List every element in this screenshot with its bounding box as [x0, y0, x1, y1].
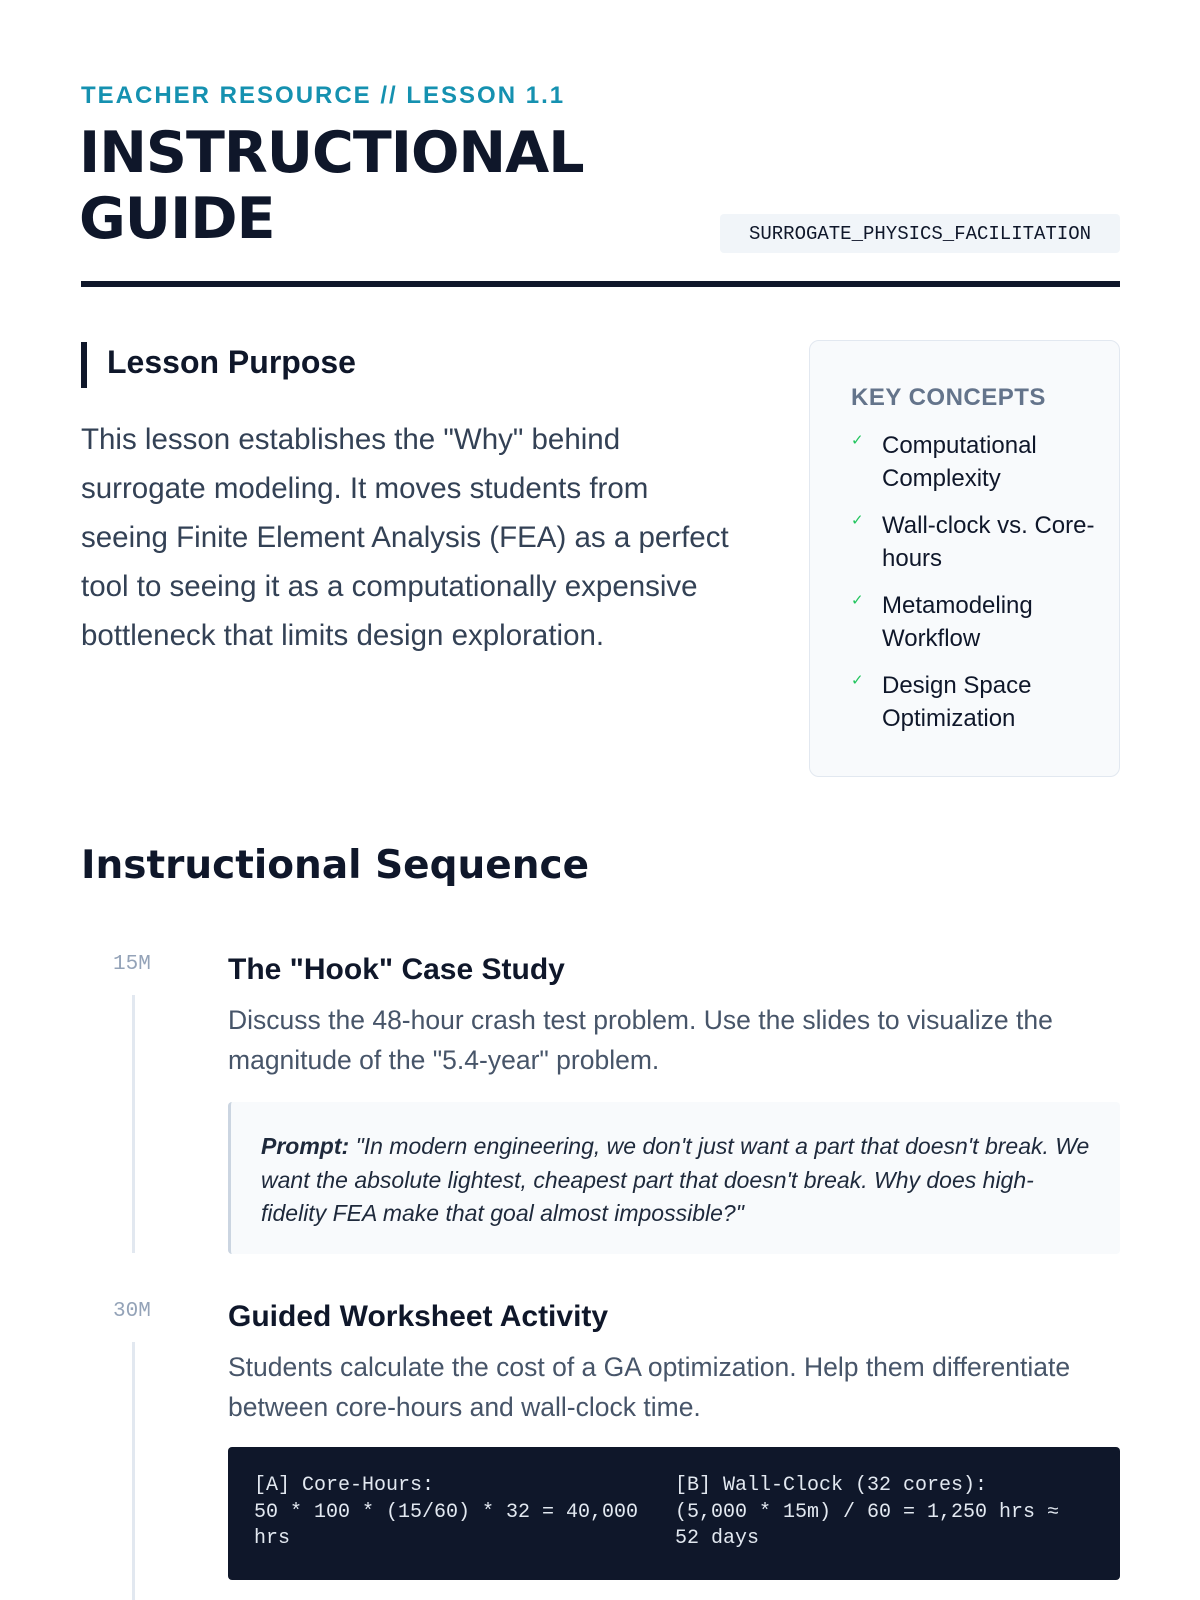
page-title-line-1: INSTRUCTIONAL — [79, 120, 584, 186]
check-icon: ✓ — [851, 672, 864, 689]
check-icon: ✓ — [851, 432, 864, 449]
key-concepts-card — [809, 340, 1120, 777]
list-item — [851, 429, 1101, 495]
key-concepts-list — [851, 429, 1101, 749]
concept-label: Wall-clock vs. Core-hours — [882, 512, 1095, 572]
step-title: Guided Worksheet Activity — [228, 1300, 609, 1333]
step-body: Students calculate the cost of a GA optimization. Help them differentiate between core-hours and wall-clock time. — [228, 1352, 1071, 1422]
prompt-label: Prompt: — [261, 1133, 350, 1159]
sequence-step-hook — [81, 953, 1120, 1253]
page-title — [79, 120, 584, 252]
list-item — [851, 669, 1101, 735]
topic-tag: SURROGATE_PHYSICS_FACILITATION — [720, 214, 1120, 253]
check-icon: ✓ — [851, 592, 864, 609]
timeline-line — [132, 995, 135, 1253]
wall-clock-calculation: [B] Wall-Clock (32 cores): (5,000 * 15m) / 60 = 1,250 hrs ≈ 52 days — [675, 1474, 1060, 1550]
step-title: The "Hook" Case Study — [228, 953, 565, 986]
list-item — [851, 589, 1101, 655]
prompt-text: "In modern engineering, we don't just want a part that doesn't break. We want the absolute lightest, cheapest part that doesn't break. Why does high-fidelity FEA make that goal almost impossible?" — [261, 1133, 1090, 1226]
step-duration: 30M — [113, 1300, 151, 1323]
purpose-accent-bar — [81, 342, 87, 388]
concept-label: Design Space Optimization — [882, 672, 1032, 732]
header-divider — [81, 281, 1120, 287]
page-title-line-2: GUIDE — [79, 186, 275, 252]
calculation-code-block — [228, 1447, 1120, 1580]
list-item — [851, 509, 1101, 575]
check-icon: ✓ — [851, 512, 864, 529]
timeline-line — [132, 1342, 135, 1600]
key-concepts-heading: KEY CONCEPTS — [851, 384, 1046, 411]
concept-label: Metamodeling Workflow — [882, 592, 1033, 652]
sequence-heading: Instructional Sequence — [81, 843, 590, 888]
discussion-prompt — [228, 1102, 1120, 1254]
sequence-step-worksheet — [81, 1300, 1120, 1600]
core-hours-calculation: [A] Core-Hours: 50 * 100 * (15/60) * 32 = 40,000 hrs — [254, 1474, 639, 1550]
concept-label: Computational Complexity — [882, 432, 1037, 492]
step-duration: 15M — [113, 953, 151, 976]
purpose-body: This lesson establishes the "Why" behind surrogate modeling. It moves students from seeing Finite Element Analysis (FEA) as a perfect tool to seeing it as a computationally expensive bottleneck that limits design exploration. — [81, 423, 729, 652]
purpose-heading: Lesson Purpose — [107, 344, 356, 380]
step-body: Discuss the 48-hour crash test problem. Use the slides to visualize the magnitude of the "5.4-year" problem. — [228, 1005, 1053, 1075]
eyebrow-label: TEACHER RESOURCE // LESSON 1.1 — [81, 82, 566, 109]
